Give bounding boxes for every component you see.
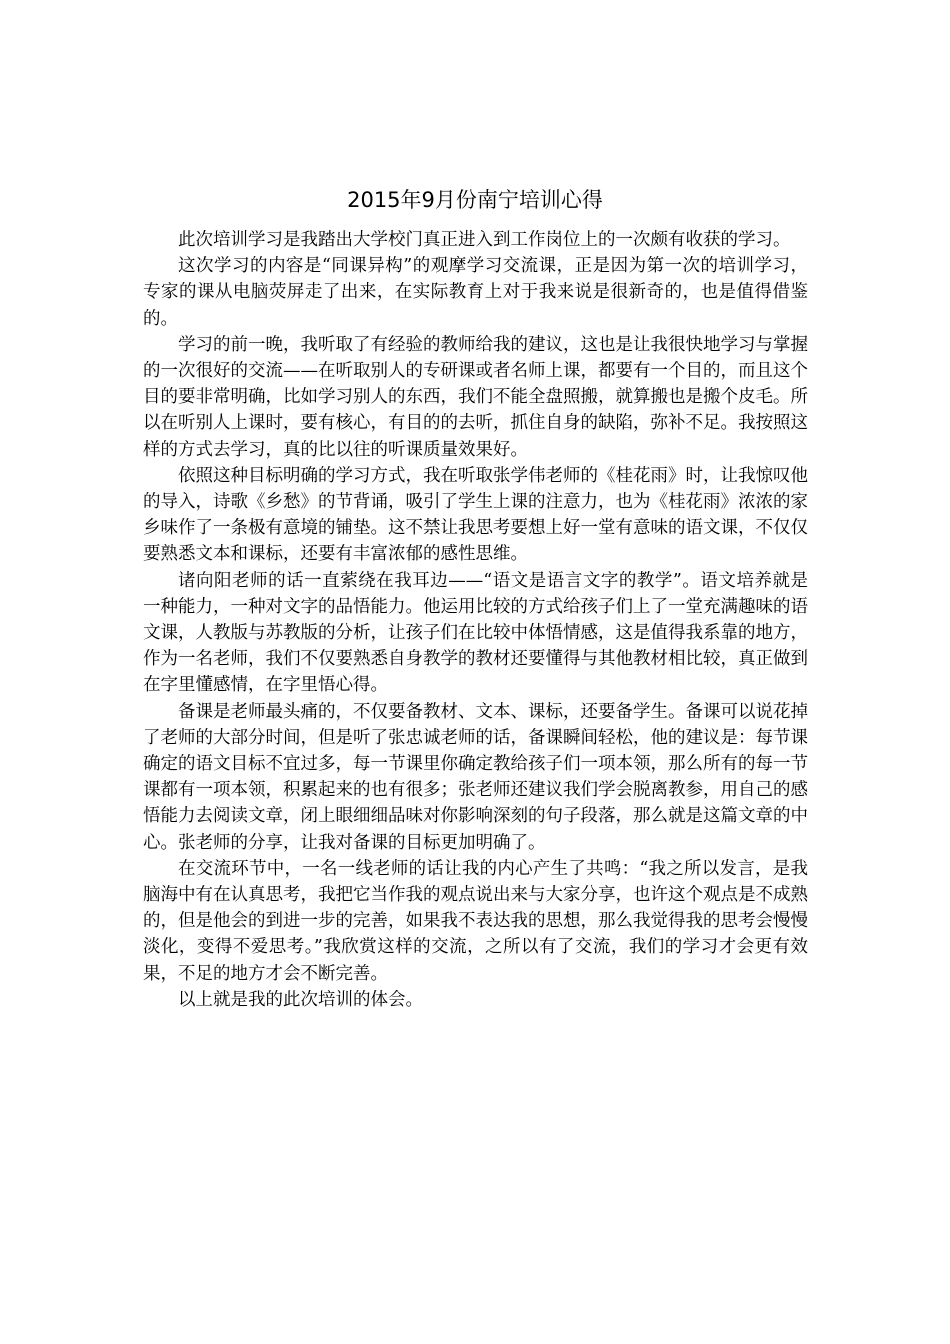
paragraph: 依照这种目标明确的学习方式，我在听取张学伟老师的《桂花雨》时，让我惊叹他的导入，诗歌《乡愁》的节背诵，吸引了学生上课的注意力，也为《桂花雨》浓浓的家乡味作了一条极有意境的铺垫。这不禁让我思考要想上好一堂有意味的语文课，不仅仅要熟悉文本和课标，还要有丰富浓郁的感性思维。 xyxy=(143,465,808,565)
paragraph: 此次培训学习是我踏出大学校门真正进入到工作岗位上的一次颇有收获的学习。 xyxy=(178,230,791,250)
paragraph: 这次学习的内容是“同课异构”的观摩学习交流课，正是因为第一次的培训学习，专家的课从电脑荧屏走了出来，在实际教育上对于我来说是很新奇的，也是值得借鉴的。 xyxy=(143,256,808,329)
paragraph: 备课是老师最头痛的，不仅要备教材、文本、课标，还要备学生。备课可以说花掉了老师的大部分时间，但是听了张忠诚老师的话，备课瞬间轻松，他的建议是：每节课确定的语文目标不宜过多，每一节课里你确定教给孩子们一项本领，那么所有的每一节课都有一项本领，积累起来的也有很多；张老师还建议我们学会脱离教参，用自己的感悟能力去阅读文章，闭上眼细细品味对你影响深刻的句子段落，那么就是这篇文章的中心。张老师的分享，让我对备课的目标更加明确了。 xyxy=(143,701,808,853)
document-body xyxy=(143,227,808,1013)
document-title: 2015年9月份南宁培训心得 xyxy=(347,188,603,212)
paragraph: 在交流环节中，一名一线老师的话让我的内心产生了共鸣：“我之所以发言，是我脑海中有在认真思考，我把它当作我的观点说出来与大家分享，也许这个观点是不成熟的，但是他会的到进一步的完善，如果我不表达我的思想，那么我觉得我的思考会慢慢淡化，变得不爱思考。”我欣赏这样的交流，之所以有了交流，我们的学习才会更有效果，不足的地方才会不断完善。 xyxy=(143,858,808,984)
paragraph: 以上就是我的此次培训的体会。 xyxy=(178,989,423,1010)
paragraph: 学习的前一晚，我听取了有经验的教师给我的建议，这也是让我很快地学习与掌握的一次很好的交流——在听取别人的专研课或者名师上课，都要有一个目的，而且这个目的要非常明确，比如学习别人的东西，我们不能全盘照搬，就算搬也是搬个皮毛。所以在听别人上课时，要有核心，有目的的去听，抓住自身的缺陷，弥补不足。我按照这样的方式去学习，真的比以往的听课质量效果好。 xyxy=(143,334,808,460)
paragraph: 诸向阳老师的话一直萦绕在我耳边——“语文是语言文字的教学”。语文培养就是一种能力，一种对文字的品悟能力。他运用比较的方式给孩子们上了一堂充满趣味的语文课，人教版与苏教版的分析，让孩子们在比较中体悟情感，这是值得我系靠的地方，作为一名老师，我们不仅要熟悉自身教学的教材还要懂得与其他教材相比较，真正做到在字里懂感情，在字里悟心得。 xyxy=(143,570,808,696)
